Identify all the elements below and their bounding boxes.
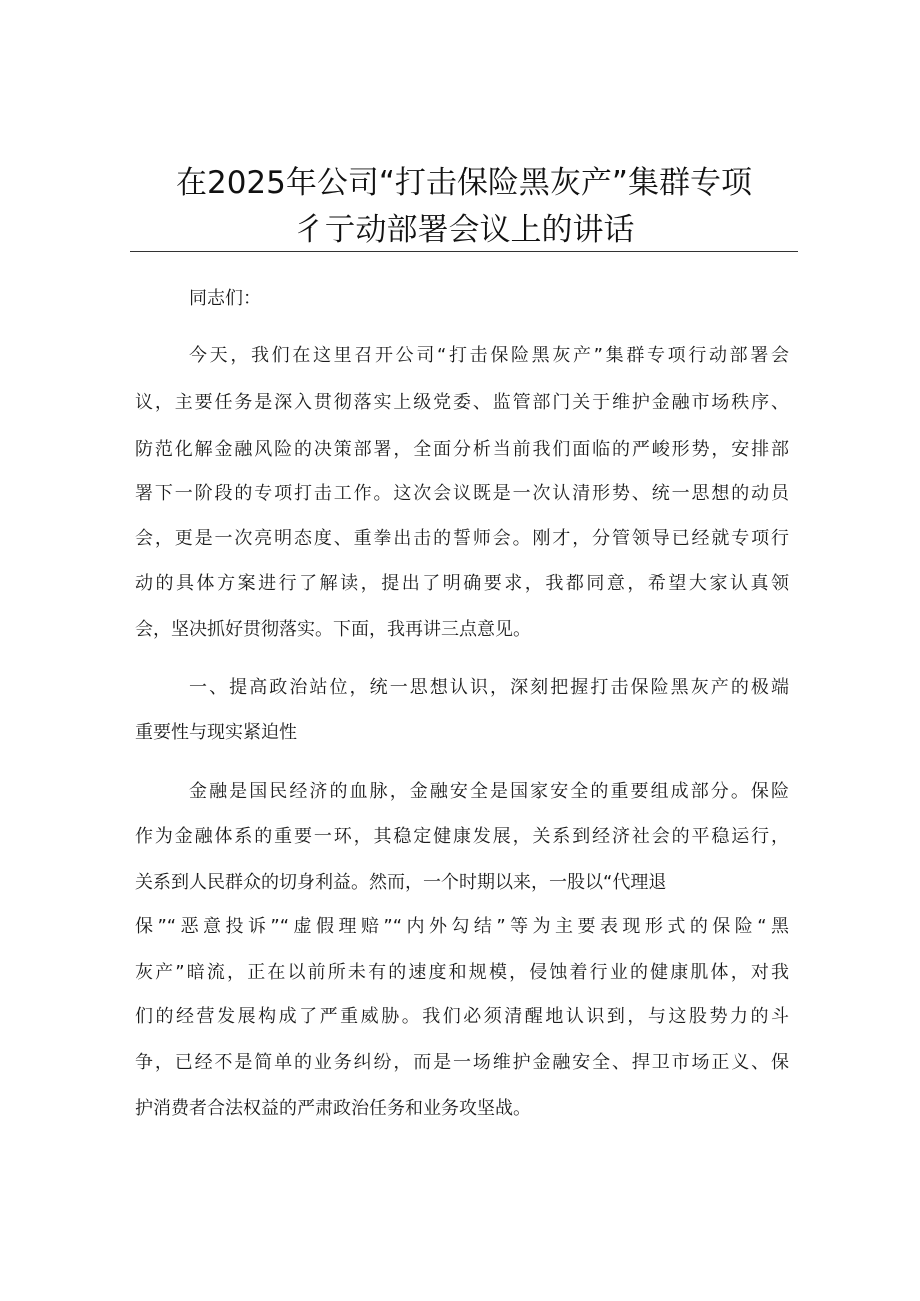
- paragraph-2-line: 争，已经不是简单的业务纠纷，而是一场维护金融安全、捍卫市场正义、保: [135, 1052, 789, 1073]
- paragraph-1-line: 今天，我们在这里召开公司“打击保险黑灰产”集群专项行动部署会: [189, 345, 789, 366]
- paragraph-2-line: 们的经营发展构成了严重威胁。我们必须清醒地认识到，与这股势力的斗: [135, 1006, 789, 1027]
- paragraph-2-line: 关系到人民群众的切身利益。然而，一个时期以来，一股以“代理退: [135, 872, 667, 893]
- paragraph-1-line: 防范化解金融风险的决策部署，全面分析当前我们面临的严峻形势，安排部: [135, 439, 789, 460]
- paragraph-2-line: 金融是国民经济的血脉，金融安全是国家安全的重要组成部分。保险: [189, 781, 789, 802]
- paragraph-1-line: 议，主要任务是深入贯彻落实上级党委、监管部门关于维护金融市场秩序、: [135, 392, 789, 413]
- paragraph-1-line: 署下一阶段的专项打击工作。这次会议既是一次认清形势、统一思想的动员: [135, 483, 789, 504]
- paragraph-2-line: 护消费者合法权益的严肃政治任务和业务攻坚战。: [135, 1098, 531, 1119]
- salutation: 同志们：: [189, 288, 261, 309]
- document-title-line-2: 彳亍动部署会议上的讲话: [293, 212, 635, 248]
- paragraph-1-line: 动的具体方案进行了解读，提出了明确要求，我都同意，希望大家认真领: [135, 573, 789, 594]
- paragraph-2-line: 灰产”暗流，正在以前所未有的速度和规模，侵蚀着行业的健康肌体，对我: [135, 962, 789, 983]
- paragraph-1-line: 会，坚决抓好贯彻落实。下面，我再讲三点意见。: [135, 619, 531, 640]
- paragraph-2-line: 保”“恶意投诉”“虚假理赔”“内外勾结”等为主要表现形式的保险“黑: [135, 916, 789, 937]
- section-heading-1: 重要性与现实紧迫性: [135, 722, 297, 743]
- paragraph-1-line: 会，更是一次亮明态度、重拳出击的誓师会。刚才，分管领导已经就专项行: [135, 528, 789, 549]
- section-heading-1: 一、提高政治站位，统一思想认识，深刻把握打击保险黑灰产的极端: [189, 677, 789, 698]
- paragraph-2-line: 作为金融体系的重要一环，其稳定健康发展，关系到经济社会的平稳运行，: [135, 826, 789, 847]
- document-title-line-1: 在2025年公司“打击保险黑灰产”集群专项: [175, 165, 752, 201]
